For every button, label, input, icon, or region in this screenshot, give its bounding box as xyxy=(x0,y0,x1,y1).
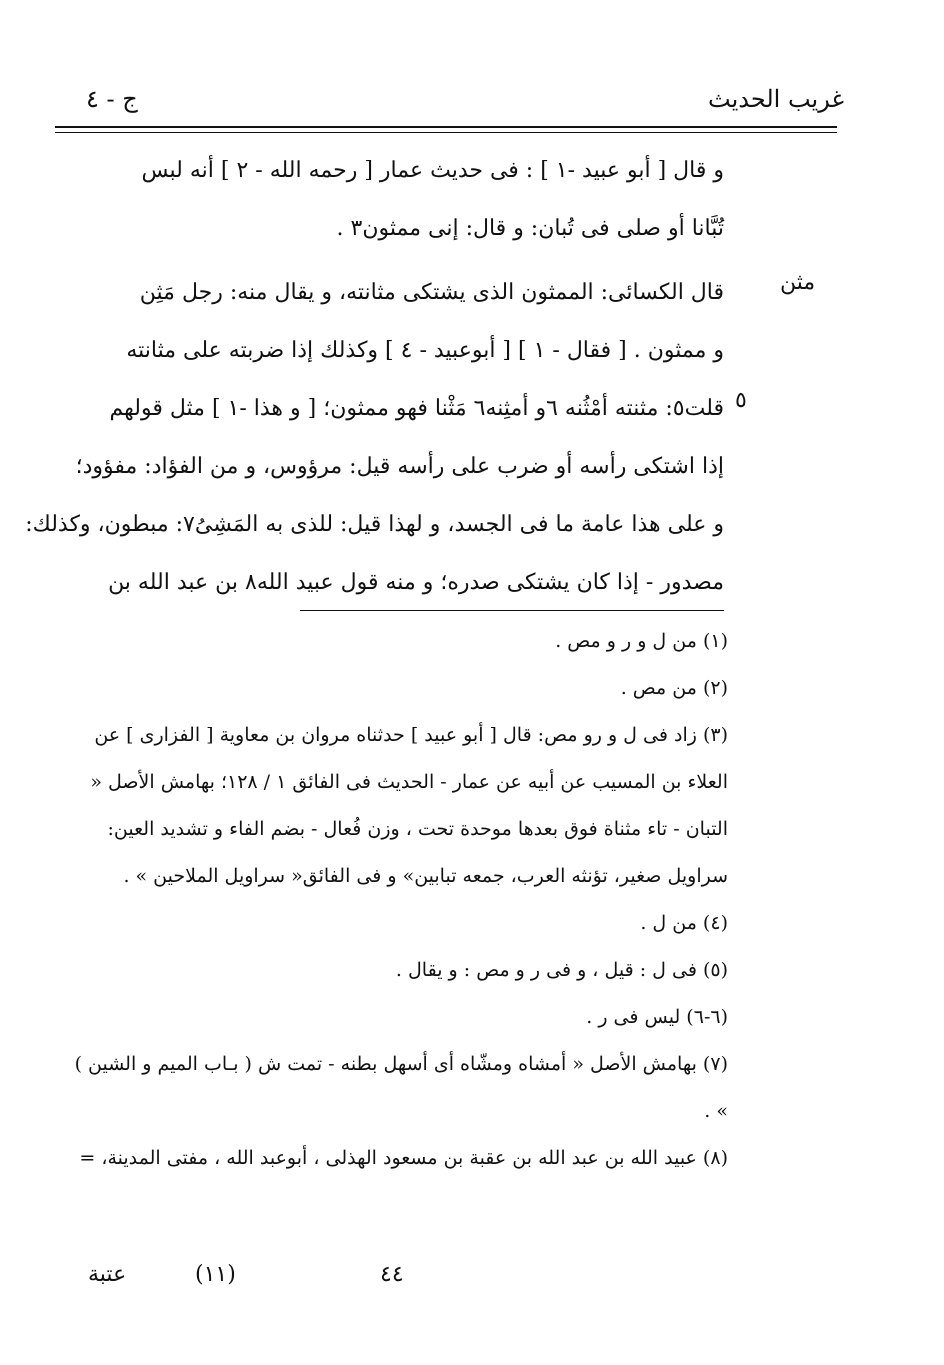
footnote: (٧) بهامش الأصل « أمشاه ومشّاه أى أسهل بطنه - تمت ش ( بـاب الميم و الشين ) » . xyxy=(74,1053,728,1122)
volume-label: ج - ٤ xyxy=(86,85,138,113)
catchword: عتبة xyxy=(88,1262,127,1287)
footnote: (٥) فى ل : قيل ، و فى ر و مص : و يقال . xyxy=(395,959,728,981)
footnote: (٤) من ل . xyxy=(640,912,728,934)
footnote: (٨) عبيد الله بن عبد الله بن عقبة بن مسعود الهذلى ، أبوعبد الله ، مفتى المدينة، = xyxy=(79,1147,728,1169)
header-rule-thin xyxy=(55,132,837,133)
text-line: إذا اشتكى رأسه أو ضرب على رأسه قيل: مرؤوس، و من الفؤاد: مفؤود؛ xyxy=(75,454,724,479)
footnote: (٢) من مص . xyxy=(620,677,728,699)
text-line: مصدور - إذا كان يشتكى صدره؛ و منه قول عبيد الله٨ بن عبد الله بن xyxy=(108,570,724,595)
main-text xyxy=(25,142,724,612)
page-number: ٤٤ xyxy=(380,1262,404,1287)
text-line: و ممثون . [ فقال - ١ ] [ أبوعبيد - ٤ ] وكذلك إذا ضربته على مثانته xyxy=(126,338,724,363)
header-rule xyxy=(55,126,837,128)
running-title: غريب الحديث xyxy=(708,85,844,113)
signature-mark: (١١) xyxy=(195,1262,236,1287)
footnote: (١) من ل و ر و مص . xyxy=(555,630,728,652)
margin-line-number: ٥ xyxy=(735,388,747,413)
footnotes xyxy=(60,618,728,1182)
footnote-separator xyxy=(300,610,724,611)
text-line: قلت٥: مثنته أمْثُنه ٦و أمثِنه٦ مَثْنا فهو ممثون؛ [ و هذا -١ ] مثل قولهم xyxy=(109,396,724,421)
text-line: قال الكسائى: الممثون الذى يشتكى مثانته، و يقال منه: رجل مَثِن xyxy=(139,280,724,305)
text-line: و على هذا عامة ما فى الجسد، و لهذا قيل: للذى به المَشِىُ٧: مبطون، وكذلك: xyxy=(25,512,724,537)
margin-keyword: مثن xyxy=(780,270,816,295)
text-line: و قال [ أبو عبيد -١ ] : فى حديث عمار [ رحمه الله - ٢ ] أنه لبس xyxy=(141,158,724,183)
footnote: (٣) زاد فى ل و رو مص: قال [ أبو عبيد ] حدثناه مروان بن معاوية [ الفزارى ] عن العلاء بن المسيب عن أبيه عن عمار - الحديث فى الفائق ١ / ١٢٨؛ بهامش الأصل « التبان - تاء مثناة فوق بعدها موحدة تحت ، وزن فُعال - بضم الفاء و تشديد العين: سراويل صغير، تؤنثه العرب، جمعه تبابين» و فى الفائق« سراويل الملاحين » . xyxy=(90,724,728,887)
footnote: (٦-٦) ليس فى ر . xyxy=(586,1006,728,1028)
text-line: تُبَّانا أو صلى فى تُبان: و قال: إنى ممثون٣ . xyxy=(336,216,724,241)
